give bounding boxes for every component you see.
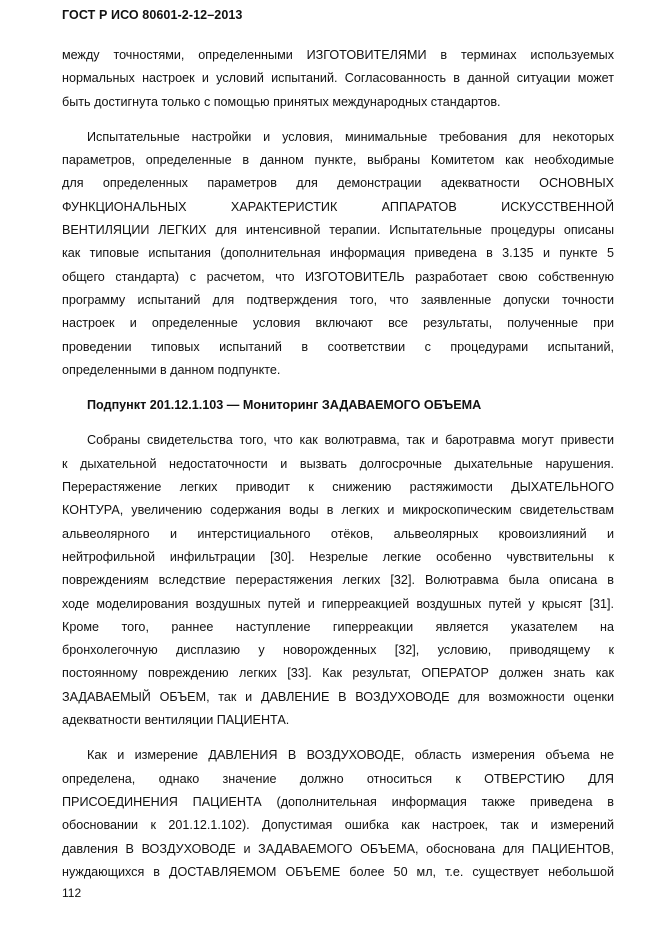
text-line: быть достигнута только с помощью принятых международных стандартов. bbox=[62, 94, 501, 109]
text-line: проведении типовых испытаний в соответствии с процедурами испытаний, bbox=[62, 339, 614, 354]
text-line: ходе моделирования воздушных путей и гиперреакцией воздушных путей у крысят [31]. bbox=[62, 596, 614, 611]
text-line: между точностями, определенными ИЗГОТОВИТЕЛЯМИ в терминах используемых bbox=[62, 48, 614, 62]
text-line: параметров, определенные в данном пункте, выбраны Комитетом как необходимые bbox=[62, 153, 614, 168]
text-line: нуждающихся в ДОСТАВЛЯЕМОМ ОБЪЕМЕ более 50 мл, т.е. существует небольшой bbox=[62, 864, 614, 879]
text-line: определенными в данном подпункте. bbox=[62, 362, 281, 377]
paragraph-2 bbox=[62, 126, 614, 382]
text-line: бронхолегочную дисплазию у новорожденных [32], условию, приводящему к bbox=[62, 643, 614, 658]
text-line: адекватности вентиляции ПАЦИЕНТА. bbox=[62, 713, 290, 728]
text-line: определена, однако значение должно относиться к ОТВЕРСТИЮ ДЛЯ bbox=[62, 771, 614, 786]
paragraph-1 bbox=[62, 44, 614, 114]
text-line: программу испытаний для подтверждения того, что заявленные допуски точности bbox=[62, 292, 614, 307]
text-line: Испытательные настройки и условия, минимальные требования для некоторых bbox=[87, 129, 614, 144]
text-line: общего стандарта) с расчетом, что ИЗГОТОВИТЕЛЬ разработает свою собственную bbox=[62, 269, 614, 284]
text-line: Кроме того, раннее наступление гиперреакции является указателем на bbox=[62, 619, 614, 634]
paragraph-3 bbox=[62, 429, 614, 732]
text-line: Перерастяжение легких приводит к снижению растяжимости ДЫХАТЕЛЬНОГО bbox=[62, 480, 614, 495]
text-line: настроек и определенные условия включают все результаты, полученные при bbox=[62, 316, 614, 331]
text-line: ЗАДАВАЕМЫЙ ОБЪЕМ, так и ДАВЛЕНИЕ В ВОЗДУХОВОДЕ для возможности оценки bbox=[62, 689, 614, 704]
section-heading: Подпункт 201.12.1.103 — Мониторинг ЗАДАВАЕМОГО ОБЪЕМА bbox=[87, 398, 482, 413]
text-line: к дыхательной недостаточности и вызвать долгосрочные дыхательные нарушения. bbox=[62, 456, 614, 471]
text-line: как типовые испытания (дополнительная информация приведена в 3.135 и пункте 5 bbox=[62, 246, 614, 261]
document-body bbox=[62, 44, 614, 884]
page-number: 112 bbox=[62, 886, 82, 900]
document-header: ГОСТ Р ИСО 80601-2-12–2013 bbox=[62, 8, 243, 22]
text-line: нейтрофильной инфильтрации [30]. Незрелые легкие особенно чувствительны к bbox=[62, 549, 614, 564]
text-line: ВЕНТИЛЯЦИИ ЛЕГКИХ для интенсивной терапии. Испытательные процедуры описаны bbox=[62, 223, 614, 238]
paragraph-4 bbox=[62, 744, 614, 884]
text-line: повреждениям вследствие перерастяжения легких [32]. Волютравма была описана в bbox=[62, 573, 614, 588]
text-line: ФУНКЦИОНАЛЬНЫХ ХАРАКТЕРИСТИК АППАРАТОВ ИСКУССТВЕННОЙ bbox=[62, 199, 614, 214]
text-line: ПРИСОЕДИНЕНИЯ ПАЦИЕНТА (дополнительная информация также приведена в bbox=[62, 794, 614, 809]
text-line: нормальных настроек и условий испытаний. Согласованность в данной ситуации может bbox=[62, 71, 614, 86]
text-line: давления В ВОЗДУХОВОДЕ и ЗАДАВАЕМОГО ОБЪЕМА, обоснована для ПАЦИЕНТОВ, bbox=[62, 841, 614, 856]
text-line: альвеолярного и интерстициального отёков, альвеолярных кровоизлияний и bbox=[62, 526, 614, 541]
text-line: для определенных параметров для демонстрации адекватности ОСНОВНЫХ bbox=[62, 176, 614, 191]
text-line: Собраны свидетельства того, что как волютравма, так и баротравма могут привести bbox=[87, 433, 614, 448]
text-line: обосновании к 201.12.1.102). Допустимая ошибка как настроек, так и измерений bbox=[62, 818, 614, 833]
text-line: постоянному повреждению легких [33]. Как результат, ОПЕРАТОР должен знать как bbox=[62, 666, 614, 681]
text-line: Как и измерение ДАВЛЕНИЯ В ВОЗДУХОВОДЕ, область измерения объема не bbox=[87, 748, 614, 763]
text-line: КОНТУРА, увеличению содержания воды в легких и микроскопическим свидетельствам bbox=[62, 503, 614, 518]
